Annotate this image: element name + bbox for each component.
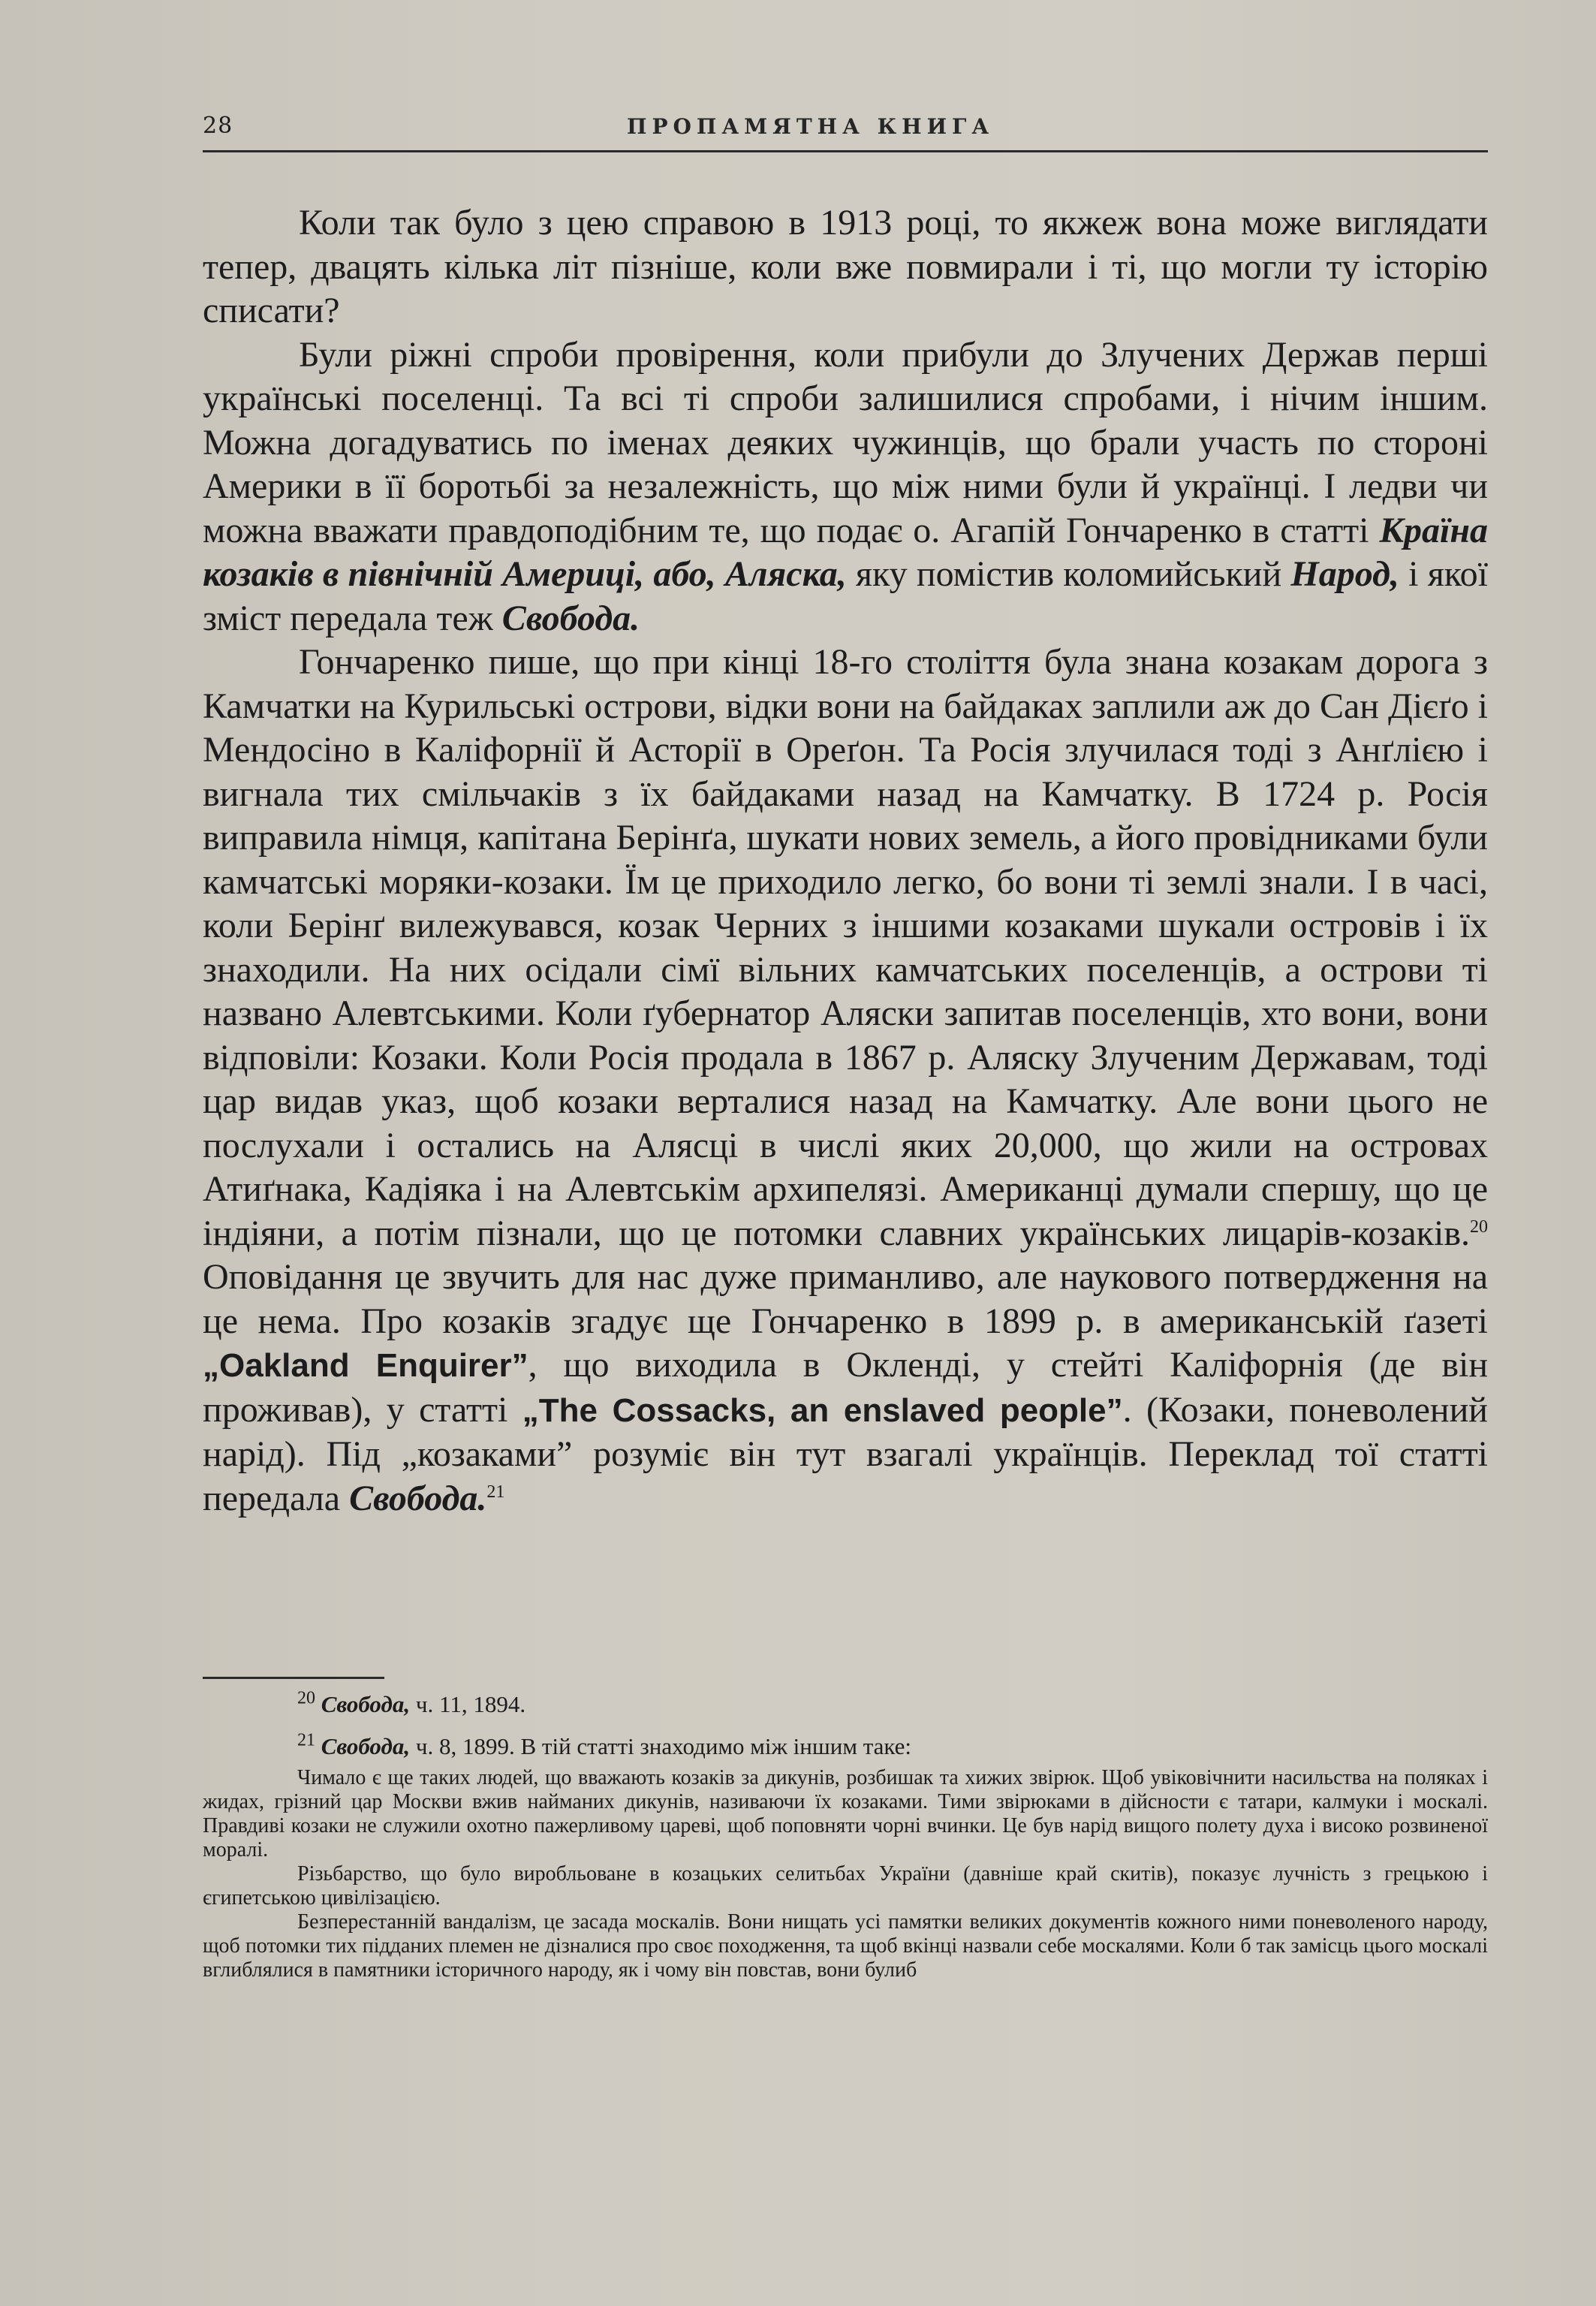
quote-paragraph-3: Безперестанній вандалізм, це засада москалів. Вони нищать усі памятки великих документів кожного ними поневоленого народу, щоб потомки тих підданих племен не дізналися про своє походження, та щоб вкінці назвали себе москалями. Коли б так замісць цього москалі вглиблялися в памятники історичного народу, як і чому він повстав, вони булиб — [203, 1910, 1488, 1982]
footnote-21-paper: Свобода, — [321, 1733, 411, 1759]
paragraph-2-text-b: яку помістив коломийський — [846, 554, 1291, 594]
article-title: Країна козаків в північній Америці, або, Аляска, — [203, 510, 1488, 594]
running-title: ПРОПАМЯТНА КНИГА — [627, 114, 995, 139]
paragraph-3-text-b: Оповідання це звучить для нас дуже приманливо, але наукового потвердження на це нема. Про козаків згадує ще Гончаренко в 1899 р. в американській ґазеті — [203, 1257, 1488, 1341]
paragraph-2-text-a: Були ріжні спроби провірення, коли прибули до Злучених Держав перші українські поселенці. Та всі ті спроби залишилися спробами, і нічим іншим. Можна догадуватись по іменах деяких чужинців, що брали участь по стороні Америки в її боротьбі за незалежність, що між ними були й українці. І ледви чи можна вважати правдоподібним те, що подає о. Агапій Гончаренко в статті — [203, 334, 1488, 550]
footnote-21 — [203, 1732, 1488, 1762]
footnote-20-paper: Свобода, — [321, 1691, 411, 1717]
footnote-21-number: 21 — [297, 1730, 315, 1750]
footnotes — [203, 1690, 1488, 1982]
paragraph-2-text-c: і якої зміст передала теж — [203, 554, 1488, 638]
quote-paragraph-1: Чимало є ще таких людей, що вважають козаків за дикунів, розбишак та хижих звірюк. Щоб увіковічнити насильства на поляках і жидах, грізний цар Москви вжив найманих дикунів, називаючи їх козаками. Тими звірюками в дійсности є татари, калмуки і москалі. Правдиві козаки не служили охотно пажерливому цареві, щоб поповняти чорні вчинки. Це був нарід вищого полету духа і високо розвиненої моралі. — [203, 1766, 1488, 1861]
footnote-ref-20: 20 — [1470, 1216, 1488, 1237]
article-cossacks: „The Cossacks, an enslaved people” — [522, 1391, 1123, 1429]
main-text — [203, 201, 1488, 1521]
footnote-ref-21: 21 — [486, 1482, 505, 1502]
paragraph-2 — [203, 333, 1488, 641]
quote-paragraph-2: Різьбарство, що було виробльоване в козацьких селитьбах України (давніше край скитів), показує лучність з грецькою і єгипетською цивілізацією. — [203, 1862, 1488, 1910]
footnote-20-number: 20 — [297, 1688, 315, 1708]
page-number: 28 — [203, 113, 233, 139]
footnote-21-quote — [203, 1766, 1488, 1982]
paragraph-3 — [203, 641, 1488, 1521]
footnote-20-text: ч. 11, 1894. — [410, 1691, 526, 1717]
paragraph-1 — [203, 201, 1488, 333]
header-rule — [203, 150, 1488, 152]
newspaper-oakland-enquirer: „Oakland Enquirer” — [203, 1347, 528, 1384]
footnote-21-text: ч. 8, 1899. В тій статті знаходимо між іншим таке: — [410, 1733, 912, 1759]
newspaper-narod: Народ, — [1290, 554, 1399, 594]
paragraph-3-text-a: Гончаренко пише, що при кінці 18-го століття була знана козакам дорога з Камчатки на Курильські острови, відки вони на байдаках заплили аж до Сан Дієґо і Мендосіно в Каліфорнії й Асторії в Ореґон. Та Росія злучилася тоді з Анґлією і вигнала тих смільчаків з їх байдаками назад на Камчатку. В 1724 р. Росія виправила німця, капітана Берінґа, шукати нових земель, а його провідниками були камчатські моряки-козаки. Їм це приходило легко, бо вони ті землі знали. І в часі, коли Берінґ вилежувався, козак Черних з іншими козаками шукали островів і їх знаходили. На них осідали сімї вільних камчатських поселенців, а острови ті названо Алевтськими. Коли ґубернатор Аляски запитав поселенців, хто вони, вони відповіли: Козаки. Коли Росія продала в 1867 р. Аляску Злученим Державам, тоді цар видав указ, щоб козаки верталися назад на Камчатку. Але вони цього не послухали і остались на Алясці в числі яких 20,000, що жили на островах Атиґнака, Кадіяка і на Алевтськім архипелязі. Американці думали спершу, що це індіяни, а потім пізнали, що це потомки славних українських лицарів-козаків. — [203, 642, 1488, 1253]
newspaper-svoboda: Свобода. — [501, 598, 640, 638]
newspaper-svoboda-2: Свобода. — [349, 1478, 487, 1518]
footnote-rule — [203, 1677, 384, 1679]
footnote-20 — [203, 1690, 1488, 1720]
paragraph-3-text-d: . (Козаки, поневолений нарід). Під „козаками” розуміє він тут взагалі українців. Переклад тої статті передала — [203, 1389, 1488, 1518]
paragraph-1-text: Коли так було з цею справою в 1913 році, то якжеж вона може виглядати тепер, двацять кілька літ пізніше, коли вже повмирали і ті, що могли ту історію списати? — [203, 203, 1488, 330]
paragraph-3-text-c: , що виходила в Окленді, у стейті Каліфорнія (де він проживав), у статті — [203, 1345, 1489, 1430]
